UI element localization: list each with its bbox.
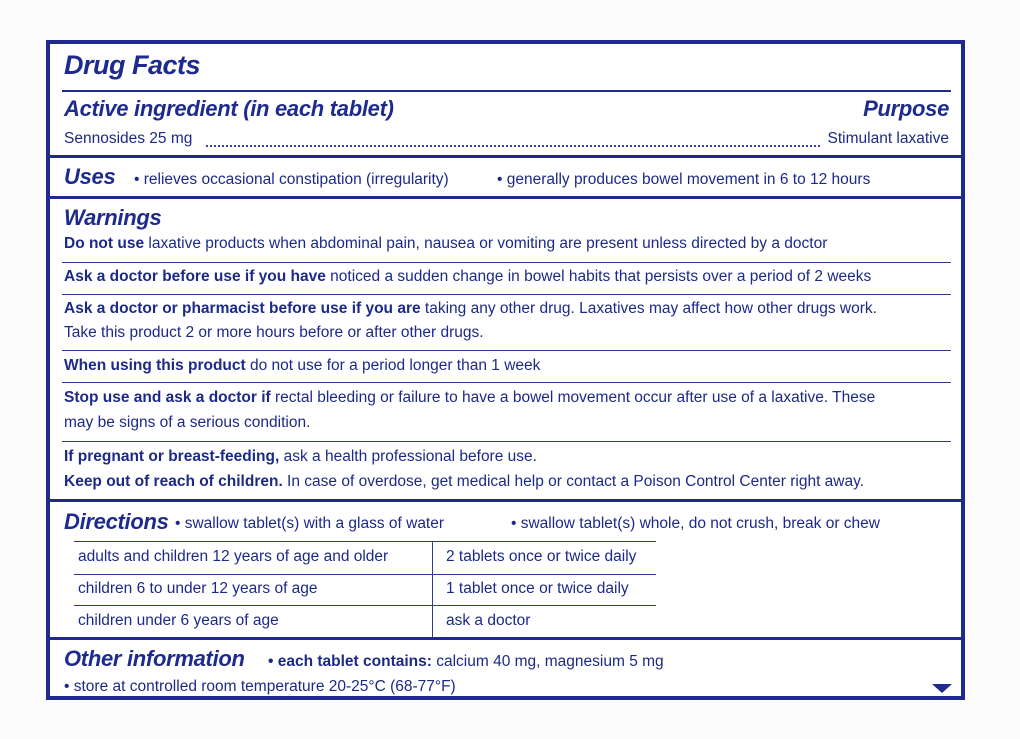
ask-doctor-warning: Ask a doctor before use if you have noticed a sudden change in bowel habits that persists over a period of 2 weeks xyxy=(64,268,872,285)
dosage-amount: 1 tablet once or twice daily xyxy=(446,580,629,597)
title-divider xyxy=(62,90,951,92)
uses-item: • relieves occasional constipation (irregularity) xyxy=(134,171,449,188)
warning-divider xyxy=(62,262,951,263)
dosage-table-column-line xyxy=(432,541,433,637)
warning-divider xyxy=(62,441,951,442)
dosage-who: children under 6 years of age xyxy=(78,612,279,629)
do-not-use-warning: Do not use laxative products when abdominal pain, nausea or vomiting are present unless directed by a doctor xyxy=(64,235,828,252)
keep-out-warning: Keep out of reach of children. In case of overdose, get medical help or contact a Poison Control Center right away. xyxy=(64,473,865,490)
section-divider-other xyxy=(50,637,961,640)
dosage-table-row-line xyxy=(74,605,656,606)
warning-divider xyxy=(62,382,951,383)
dot-leader xyxy=(206,145,820,147)
dosage-who: children 6 to under 12 years of age xyxy=(78,580,318,597)
drug-facts-panel xyxy=(46,40,965,700)
dosage-table-top xyxy=(74,541,656,542)
stop-use-warning: Stop use and ask a doctor if rectal bleeding or failure to have a bowel movement occur after use of a laxative. These xyxy=(64,389,876,406)
uses-item: • generally produces bowel movement in 6 to 12 hours xyxy=(497,171,871,188)
other-info-item: • store at controlled room temperature 20-25°C (68-77°F) xyxy=(64,678,456,695)
other-info-heading: Other information xyxy=(64,646,245,671)
stop-use-warning-cont: may be signs of a serious condition. xyxy=(64,414,311,431)
directions-item: • swallow tablet(s) with a glass of water xyxy=(175,515,445,532)
other-info-item: • each tablet contains: calcium 40 mg, magnesium 5 mg xyxy=(268,653,664,670)
section-divider-warnings xyxy=(50,196,961,199)
section-divider-uses xyxy=(50,155,961,158)
warning-divider xyxy=(62,350,951,351)
ask-pharmacist-warning: Ask a doctor or pharmacist before use if you are taking any other drug. Laxatives may affect how other drugs work. xyxy=(64,300,877,317)
continue-arrow-icon xyxy=(932,684,952,693)
directions-heading: Directions xyxy=(64,509,169,534)
ingredient-purpose: Stimulant laxative xyxy=(827,130,949,147)
drug-facts-title: Drug Facts xyxy=(64,50,201,80)
section-divider-directions xyxy=(50,499,961,502)
dosage-amount: 2 tablets once or twice daily xyxy=(446,548,637,565)
dosage-who: adults and children 12 years of age and older xyxy=(78,548,389,565)
dosage-table-row-line xyxy=(74,574,656,575)
purpose-heading: Purpose xyxy=(863,96,949,121)
active-ingredient-heading: Active ingredient (in each tablet) xyxy=(64,96,394,121)
pregnant-warning: If pregnant or breast-feeding, ask a health professional before use. xyxy=(64,448,537,465)
directions-item: • swallow tablet(s) whole, do not crush, break or chew xyxy=(511,515,880,532)
ingredient-name: Sennosides 25 mg xyxy=(64,130,193,147)
when-using-warning: When using this product do not use for a period longer than 1 week xyxy=(64,357,541,374)
warning-divider xyxy=(62,294,951,295)
uses-heading: Uses xyxy=(64,164,116,189)
warnings-heading: Warnings xyxy=(64,205,162,230)
ask-pharmacist-warning-cont: Take this product 2 or more hours before or after other drugs. xyxy=(64,324,484,341)
dosage-amount: ask a doctor xyxy=(446,612,531,629)
